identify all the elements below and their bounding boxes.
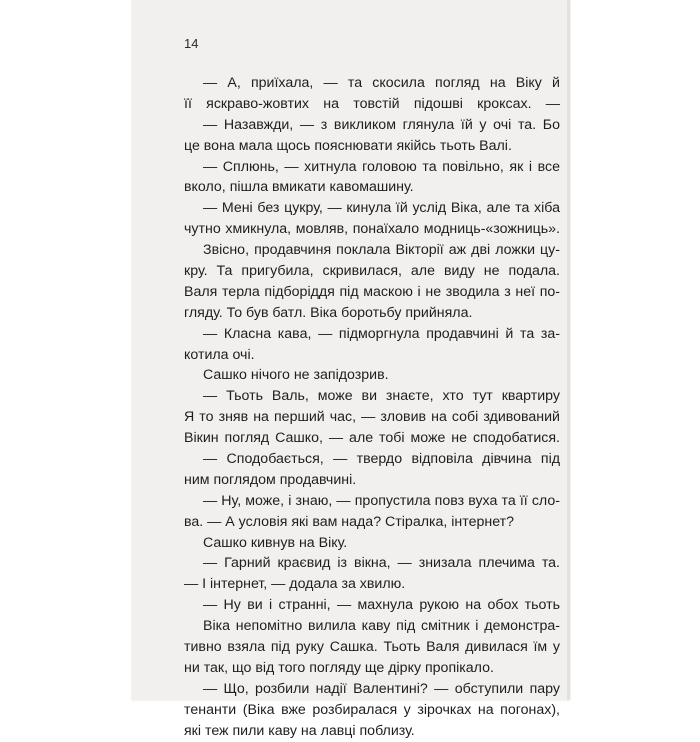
text-line: це вона мала щось пояснювати якійсь тьоть Валі. (184, 137, 512, 154)
text-line: ва. — А условія які вам нада? Стіралка, інтернет? (184, 513, 515, 530)
text-line: чутно хмикнула, мовляв, понаїхало модниць-«зожниць». (184, 221, 560, 238)
text-line: — Ну ви і странні, — махнула рукою на обох тьоть (203, 597, 560, 614)
text-line: які теж пили каву на лавці поблизу. (184, 722, 415, 739)
text-line: — Класна кава, — підморгнула продавчині й та за- (203, 325, 560, 342)
text-line: — Мені без цукру, — кинула їй услід Віка, але та хіба (203, 200, 560, 217)
text-line: котила очі. (184, 346, 255, 363)
text-line: ним поглядом продавчині. (184, 471, 357, 488)
body-text (184, 73, 560, 742)
page-number: 14 (184, 36, 199, 51)
text-line: Віка непомітно вилила каву під смітник і демонстра- (203, 618, 560, 635)
text-line: Звісно, продавчиня поклала Вікторії аж дві ложки цу- (203, 242, 560, 259)
text-line: — Що, розбили надії Валентині? — обступили пару (203, 680, 560, 697)
text-line: Сашко нічого не запідозрив. (203, 367, 389, 384)
text-line: тенанти (Віка вже розбиралася у зірочках на погонах), (184, 701, 560, 718)
text-line: тивно взяла під руку Сашка. Тьоть Валя дивилася їм у (184, 639, 560, 656)
text-line: — І інтернет, — додала за хвилю. (184, 576, 406, 593)
text-line: кру. Та пригубила, скривилася, але виду не подала. (184, 263, 560, 280)
text-line: — Гарний краєвид із вікна, — знизала плечима та. (203, 555, 560, 572)
text-line: Вікин погляд Сашко, — але тобі може не сподобатися. (184, 430, 560, 447)
text-line: ни так, що від того погляду ще дірку пропікало. (184, 659, 494, 676)
text-line: — Ну, може, і знаю, — пропустила повз вуха та її сло- (203, 492, 560, 509)
text-line: — А, приїхала, — та скосила погляд на Віку й (203, 75, 560, 91)
text-line: Я то зняв на перший час, — зловив на собі здивований (184, 409, 560, 426)
text-line: — Тьоть Валь, може ви знаєте, хто тут квартиру (203, 388, 560, 405)
text-line: — Назавжди, — з викликом глянула їй у очі та. Бо (203, 116, 560, 133)
text-line: — Сплюнь, — хитнула головою та повільно, як і все (203, 158, 560, 175)
text-line: Валя терла підборіддя під маскою і не зводила з неї по- (184, 283, 560, 300)
text-line: гляду. То був батл. Віка боротьбу прийняла. (184, 304, 473, 321)
text-line: Сашко кивнув на Віку. (203, 534, 348, 551)
text-line: вколо, пішла вмикати кавомашину. (184, 179, 414, 196)
text-line: її яскраво-жовтих на товстій підошві кроксах. — (184, 95, 560, 112)
text-line: — Сподобається, — твердо відповіла дівчина під (203, 451, 560, 468)
page-edge (567, 0, 570, 700)
